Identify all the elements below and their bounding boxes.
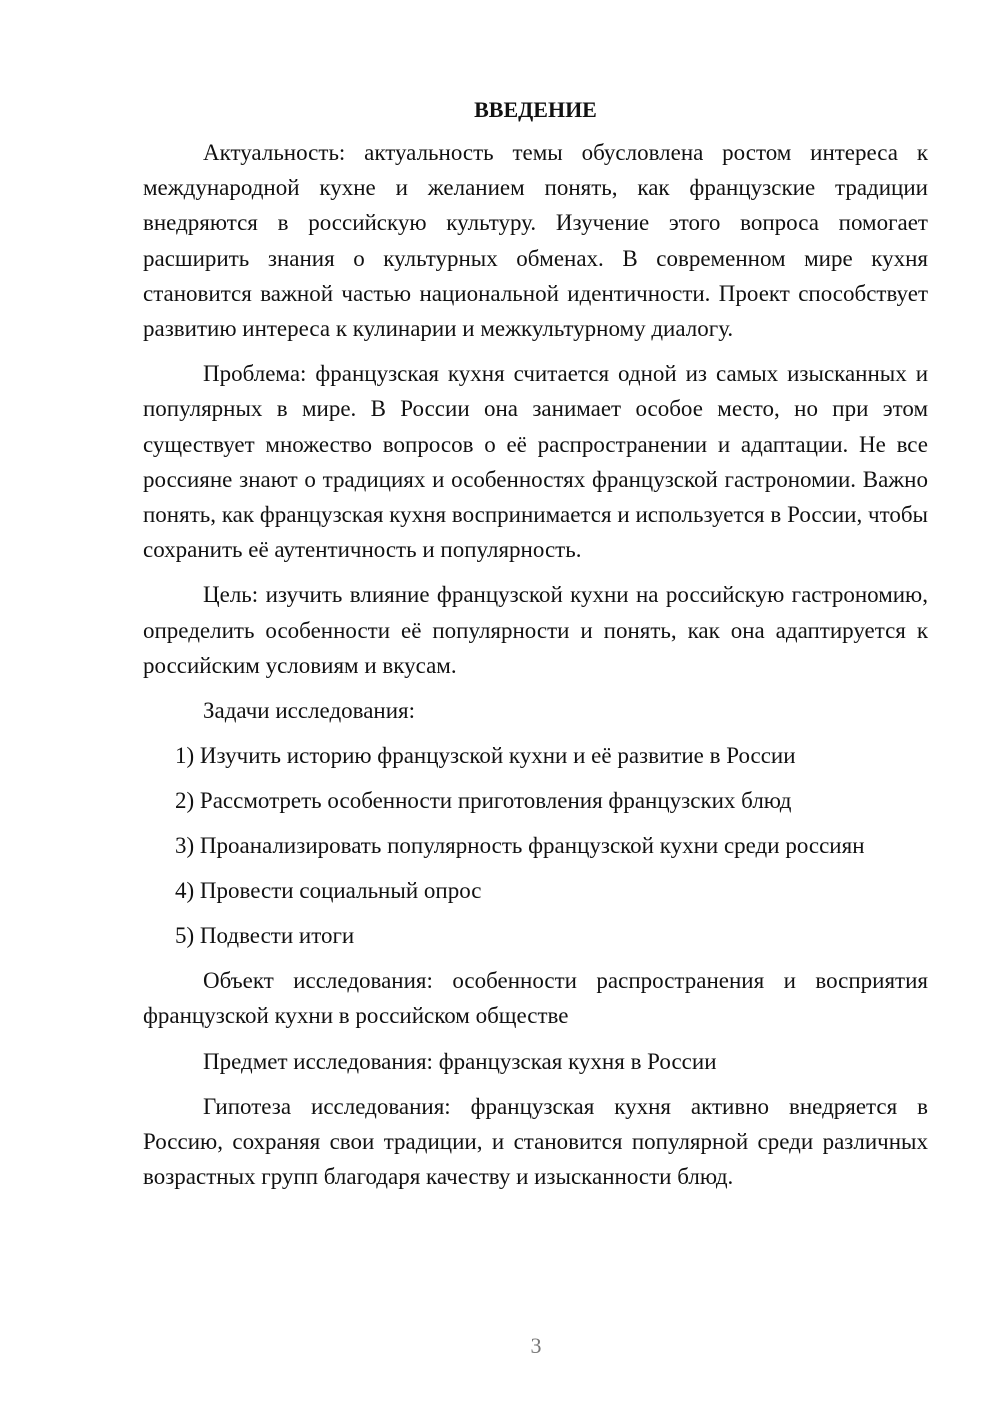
list-item-text: Подвести итоги: [199, 923, 355, 949]
page-title: ВВЕДЕНИЕ: [474, 97, 597, 122]
paragraph-problem: Проблема: французская кухня считается одной из самых изысканных и популярных в мире. В России она занимает особое место, но при этом существует множество вопросов о её распространении и адаптации. Не все россияне знают о традициях и особенностях французской гастрономии. Важно понять, как французская кухня воспринимается и используется в России, чтобы сохранить её аутентичность и популярность.: [143, 361, 928, 563]
list-item: [143, 738, 928, 773]
tasks-heading: Задачи исследования:: [203, 698, 416, 724]
list-item-number: 2): [175, 788, 195, 814]
page-number: 3: [530, 1333, 542, 1358]
list-item: [143, 918, 928, 953]
list-item-number: 4): [175, 878, 195, 904]
paragraph-hypothesis: Гипотеза исследования: французская кухня активно внедряется в Россию, сохраняя свои традиции, и становится популярной среди различных возрастных групп благодаря качеству и изысканности блюд.: [143, 1093, 928, 1190]
paragraph-subject: Предмет исследования: французская кухня в России: [203, 1048, 717, 1074]
list-item-text: Проанализировать популярность французской кухни среди россиян: [199, 833, 865, 859]
list-item: [143, 783, 928, 818]
page-content: [143, 92, 928, 1204]
paragraph-relevance: Актуальность: актуальность темы обусловлена ростом интереса к международной кухне и желанием понять, как французские традиции внедряются в российскую культуру. Изучение этого вопроса помогает расширить знания о культурных обменах. В современном мире кухня становится важной частью национальной идентичности. Проект способствует развитию интереса к кулинарии и межкультурному диалогу.: [143, 140, 928, 342]
list-item: [143, 828, 928, 863]
paragraph-object: Объект исследования: особенности распространения и восприятия французской кухни в российском обществе: [143, 968, 928, 1029]
list-item-text: Провести социальный опрос: [199, 878, 482, 904]
list-item-number: 5): [175, 923, 195, 949]
list-item-text: Рассмотреть особенности приготовления французских блюд: [199, 788, 792, 814]
list-item-text: Изучить историю французской кухни и её развитие в России: [199, 743, 796, 769]
paragraph-goal: Цель: изучить влияние французской кухни на российскую гастрономию, определить особенности её популярности и понять, как она адаптируется к российским условиям и вкусам.: [143, 582, 928, 678]
tasks-list: [143, 738, 928, 953]
list-item-number: 1): [175, 743, 195, 769]
list-item-number: 3): [175, 833, 195, 859]
list-item: [143, 873, 928, 908]
